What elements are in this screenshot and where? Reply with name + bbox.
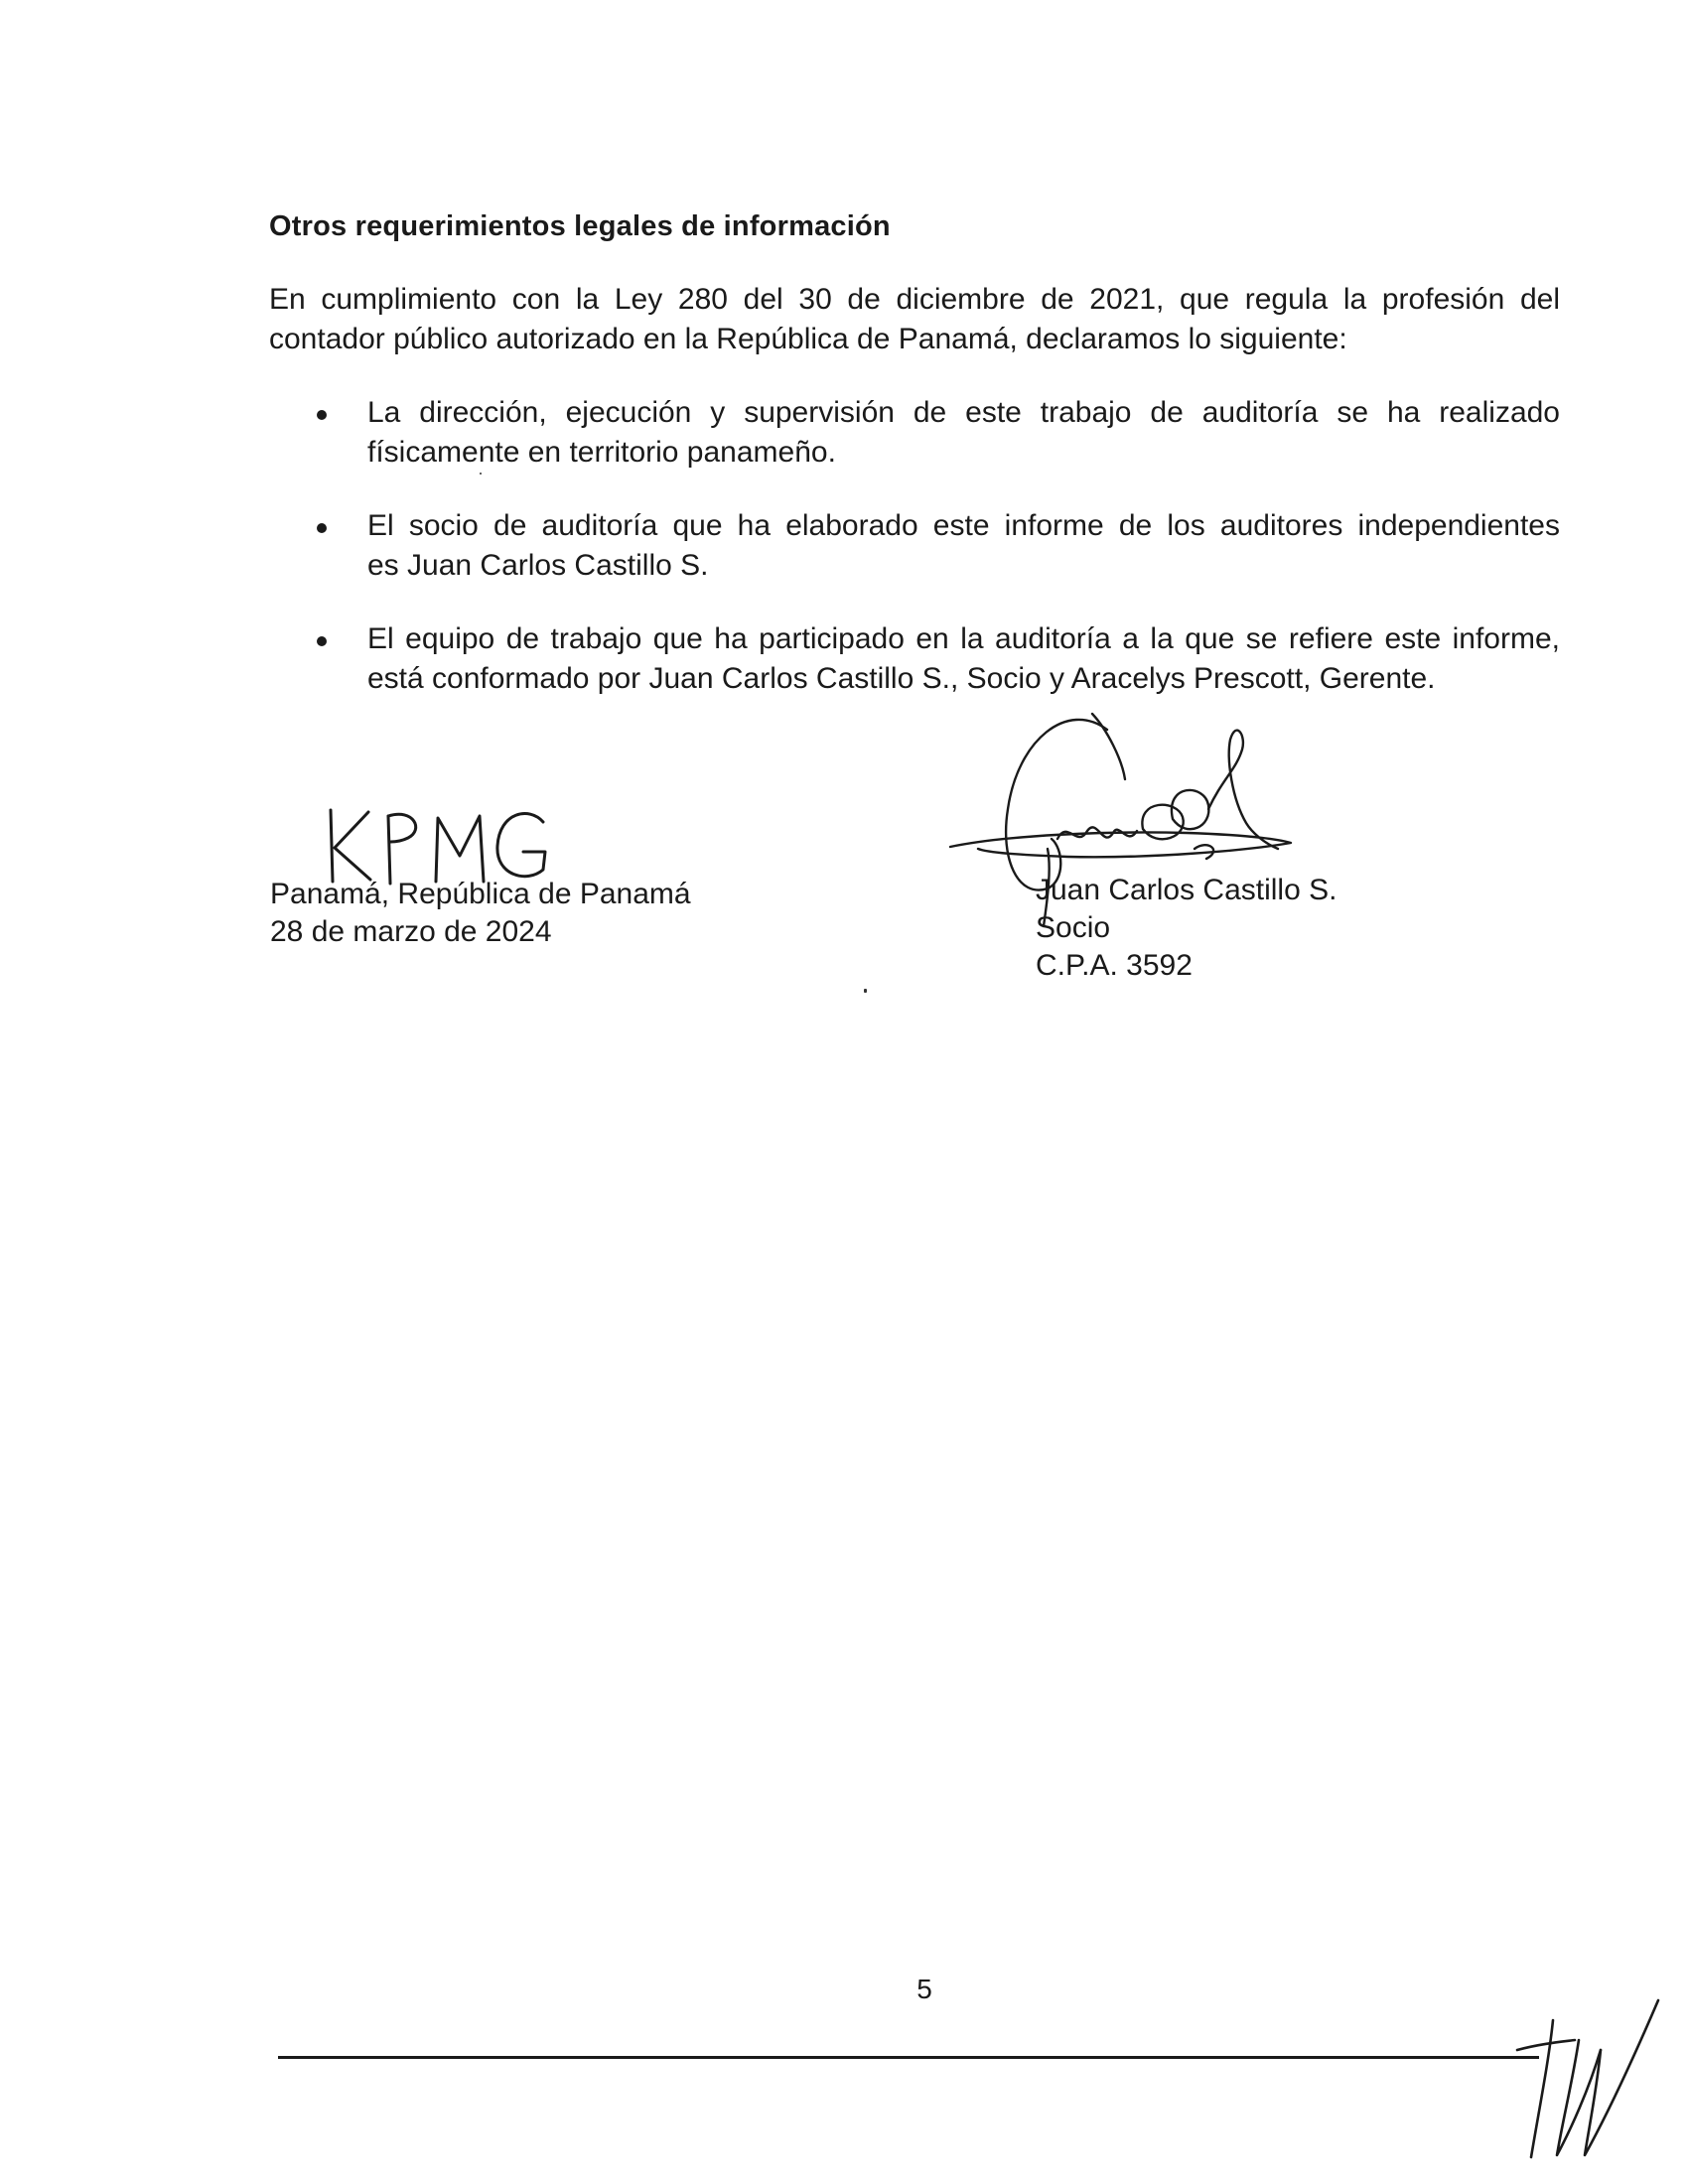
location: Panamá, República de Panamá — [270, 878, 691, 910]
list-item — [269, 506, 1560, 586]
scan-speck — [864, 989, 867, 993]
list-item-line: es Juan Carlos Castillo S. — [367, 549, 709, 582]
scan-speck — [480, 473, 482, 475]
list-item-line: está conformado por Juan Carlos Castillo S., Socio y Aracelys Prescott, Gerente. — [367, 662, 1436, 695]
footer-divider — [278, 2056, 1539, 2059]
report-date: 28 de marzo de 2024 — [270, 915, 552, 948]
list-item-line: El equipo de trabajo que ha participado en la auditoría a la que se refiere este informe, — [367, 622, 1560, 655]
signer-license: C.P.A. 3592 — [1036, 949, 1193, 982]
list-item-line: La dirección, ejecución y supervisión de este trabajo de auditoría se ha realizado — [367, 396, 1560, 429]
page-number: 5 — [916, 1974, 932, 2004]
signer-name: Juan Carlos Castillo S. — [1036, 874, 1337, 906]
intro-line: En cumplimiento con la Ley 280 del 30 de diciembre de 2021, que regula la profesión del — [269, 283, 1560, 316]
list-item-line: El socio de auditoría que ha elaborado este informe de los auditores independientes — [367, 509, 1560, 542]
bullet-icon — [317, 410, 327, 420]
section-heading: Otros requerimientos legales de información — [269, 210, 891, 242]
signer-title: Socio — [1036, 911, 1111, 944]
declaration-list — [269, 393, 1560, 733]
bullet-icon — [317, 523, 327, 533]
intro-paragraph — [269, 280, 1560, 359]
list-item-line: físicamente en territorio panameño. — [367, 436, 836, 469]
intro-line: contador público autorizado en la República de Panamá, declaramos lo siguiente: — [269, 323, 1347, 355]
list-item — [269, 393, 1560, 473]
place-and-date — [270, 876, 691, 951]
handwritten-signature — [948, 700, 1326, 928]
list-item — [269, 619, 1560, 699]
handwritten-initials — [1509, 1980, 1668, 2159]
bullet-icon — [317, 636, 327, 646]
